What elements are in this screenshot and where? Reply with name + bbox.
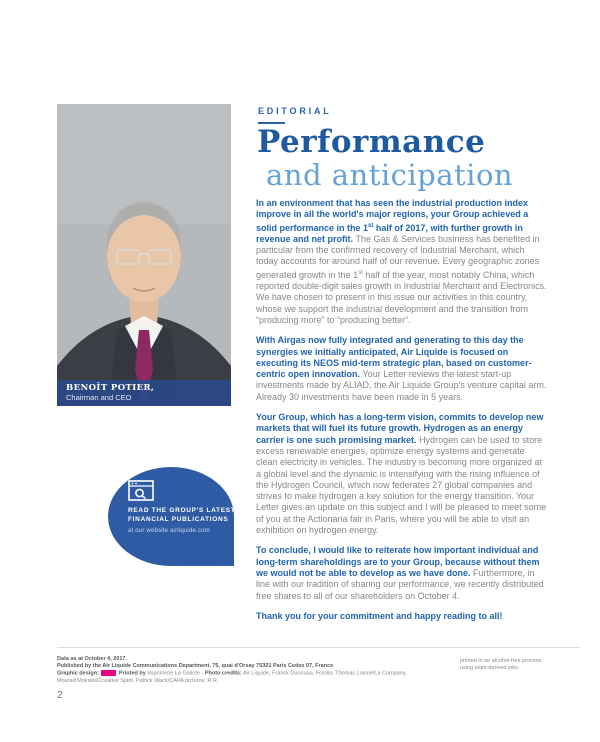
footer-divider: [57, 647, 580, 648]
page-number: 2: [57, 690, 63, 701]
page-subtitle: and anticipation: [266, 158, 514, 192]
text-segment: The Gas & Services business has benefited in particular from the confirmed recovery of Industrial Merchant, which today accounts for around half of our revenue. Every geographic zones generated growth in the 1: [256, 233, 540, 280]
browser-search-icon: [128, 480, 154, 501]
text-segment: Data as at October 4, 2017.: [57, 656, 128, 662]
paragraph: [256, 335, 548, 403]
editorial-kicker: EDITORIAL: [258, 106, 332, 116]
credit-line: [57, 656, 447, 663]
paragraph: [256, 412, 548, 536]
text-segment: st: [368, 222, 374, 229]
text-segment: st: [358, 269, 363, 276]
paragraph: [256, 545, 548, 601]
credit-line: [57, 670, 447, 678]
text-segment: Imprimerie La Galiote -: [145, 670, 205, 677]
portrait-illustration: [57, 104, 231, 406]
paragraph: [256, 198, 548, 326]
cta-line-1: READ THE GROUP'S LATEST: [128, 507, 236, 514]
text-segment: Hydrogen can be used to store excess renewable energies, optimize energy systems and generate clean electricity in vehicles. The industry is becoming more organized at a global level and the dynamic is intensifying with the rising influence of the Hydrogen Council, which now federates 27 global companies and strives to make hydrogen a key solution for the energy transition. Your Letter gives an update on this subject and I will be pleased to meet some of you at the Actionaria fair in Paris, where you will be able to visit an exhibition on hydrogen energy.: [256, 434, 547, 536]
text-segment: Mourad Mokrani/Creative Spirit, Patrick Wack/CAPA pictures, R.R.: [57, 677, 219, 684]
portrait-name: BENOÎT POTIER,: [66, 383, 155, 393]
credit-line: [57, 663, 447, 670]
text-segment: Photo credits:: [204, 670, 242, 677]
paragraph: [256, 611, 548, 622]
text-segment: Thank you for your commitment and happy reading to all!: [256, 610, 503, 621]
credit-line: [57, 678, 447, 685]
cta-line-2: FINANCIAL PUBLICATIONS: [128, 515, 229, 523]
text-segment: Your Group, which has a long-term vision, commits to develop new markets that will fuel its future growth. Hydrogen as an energy carrier is one such promising market.: [256, 412, 544, 445]
cta-read-publications[interactable]: [108, 467, 234, 566]
text-segment: Printed by: [117, 670, 146, 677]
text-segment: half of the year, most notably China, which reported double-digit sales growth in Industrial Merchant and Electronics. We have chosen to present in this issue our activities in this country, whose we support the industrial development and the transition from “producing more” to “producing better”.: [256, 269, 547, 325]
text-segment: Published by the Air Liquide Communications Department, 75, quai d'Orsay 75321 Paris Cedex 07, France: [57, 663, 334, 669]
text-segment: Graphic design:: [57, 670, 101, 677]
text-segment: To conclude, I would like to reiterate how important individual and long-term shareholdings are to your Group, because without them we would not be able to develop as we have done.: [256, 545, 540, 578]
portrait-photo: [57, 104, 231, 406]
footer-credits: [57, 656, 447, 685]
text-segment: half of 2017, with further growth in revenue and net profit.: [256, 222, 523, 244]
graphic-design-logo-badge: [101, 670, 116, 676]
body-paragraphs: [256, 198, 548, 631]
cta-subtext: at our website airliquide.com: [128, 528, 210, 534]
text-segment: With Airgas now fully integrated and generating to this day the synergies we initially anticipated, Air Liquide is focused on executing its NEOS mid-term strategic plan, based on customer-centric open innovation.: [256, 335, 532, 380]
footer-eco-note: printed in an alcohol-free process using plant-derived inks.: [460, 658, 542, 671]
text-segment: Furthermore, in line with our tradition of sharing our performance, we recently distributed free shares to all of our shareholders on October 4.: [256, 567, 544, 601]
portrait-caption: [57, 380, 231, 406]
text-segment: Air Liquide, Franck Dunouau, Fotolia, Thomas Laisné/La Company,: [241, 670, 407, 677]
text-segment: In an environment that has seen the industrial production index improve in all the world's major regions, your Group achieved a solid performance in the 1: [256, 198, 529, 233]
portrait-role: Chairman and CEO: [66, 393, 132, 402]
text-segment: Your Letter reviews the latest start-up investments made by ALIAD, the Air Liquide Group's venture capital arm. Already 30 investments have been made in 5 years.: [256, 369, 547, 402]
page-title: Performance: [257, 124, 486, 160]
